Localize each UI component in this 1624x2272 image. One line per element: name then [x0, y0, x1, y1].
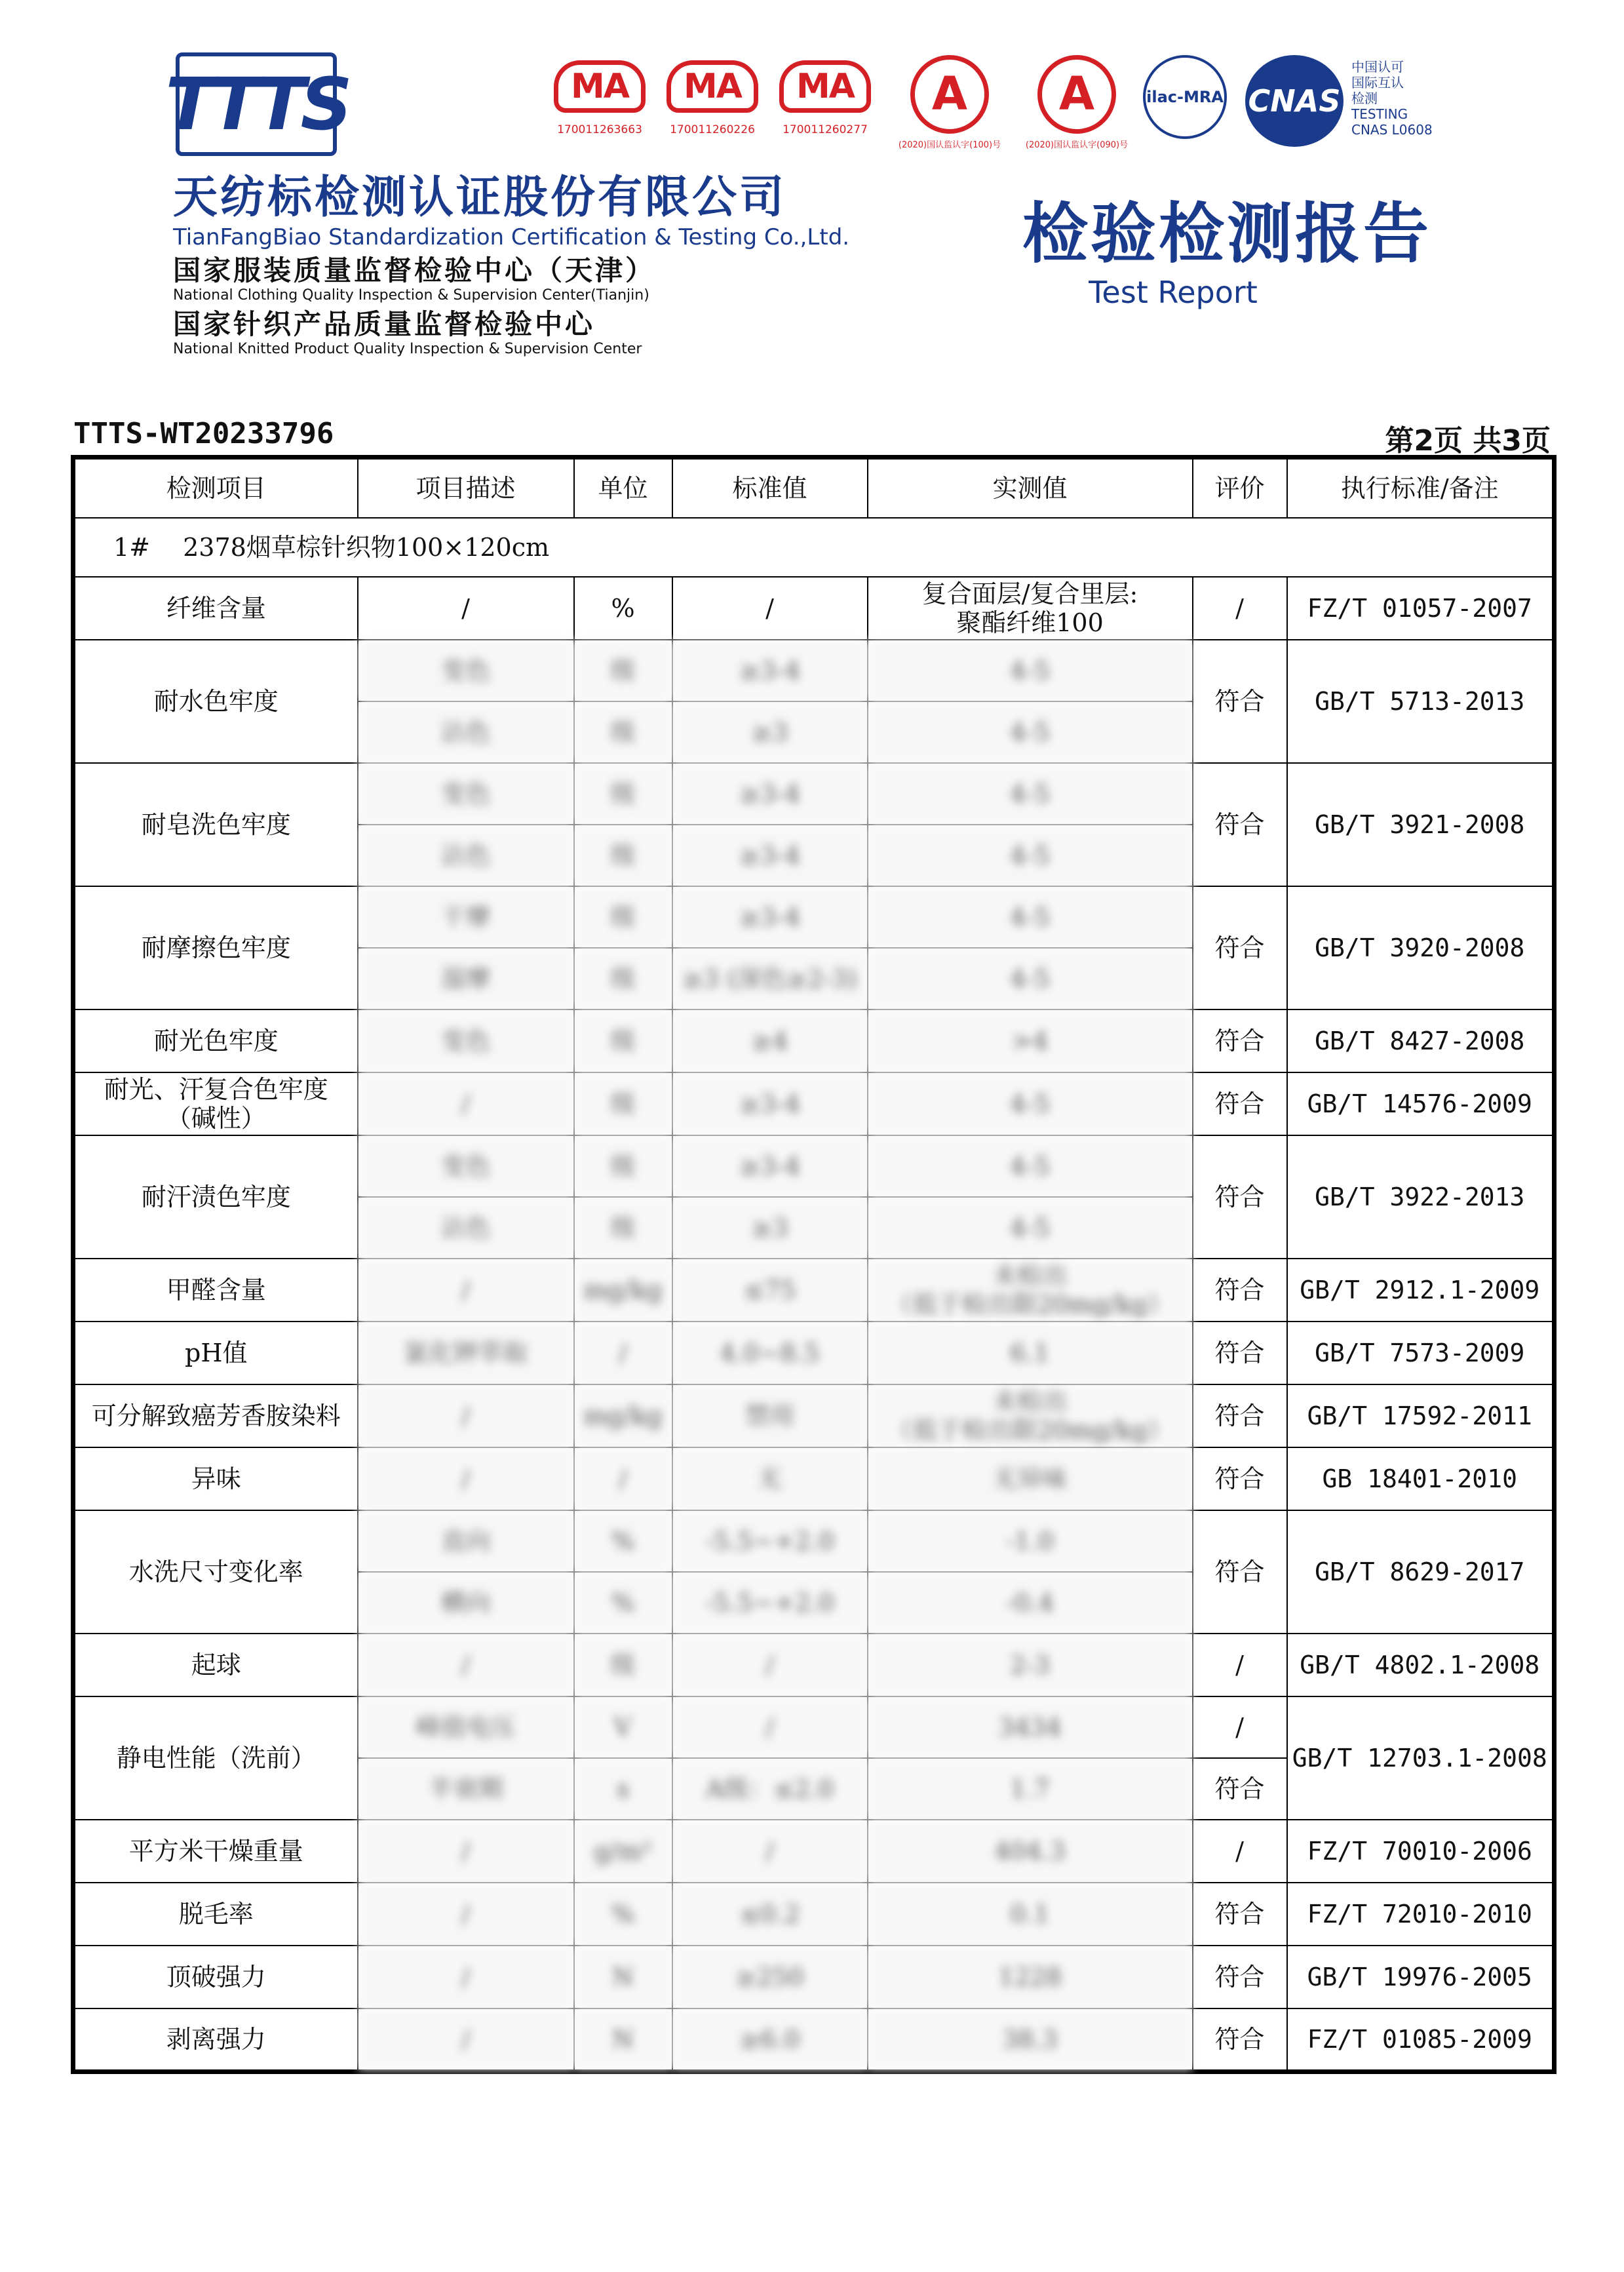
test-item: 静电性能（洗前）	[73, 1696, 358, 1820]
evaluation: 符合	[1193, 763, 1287, 886]
item-description: 半衰期	[358, 1758, 574, 1820]
cal-mark-2	[1021, 55, 1132, 150]
ttts-logo	[165, 52, 347, 156]
ilac-mra-logo: ilac-MRA	[1143, 55, 1227, 139]
unit: %	[574, 1572, 672, 1634]
measured-value: 1.7	[868, 1758, 1193, 1820]
execution-standard: GB/T 17592-2011	[1287, 1384, 1555, 1447]
center-clothing	[173, 254, 655, 304]
standard-value: ≤0.2	[672, 1883, 868, 1946]
standard-value: /	[672, 1696, 868, 1758]
evaluation: 符合	[1193, 1447, 1287, 1510]
measured-value: 复合面层/复合里层: 聚酯纤维100	[868, 577, 1193, 640]
evaluation: 符合	[1193, 1322, 1287, 1384]
measured-value: 未检出 （低于检出限20mg/kg）	[868, 1384, 1193, 1447]
evaluation: /	[1193, 577, 1287, 640]
standard-value: ≥3-4	[672, 825, 868, 886]
logo-text: TTTS	[165, 62, 347, 146]
cma-badge: MA	[667, 60, 758, 113]
table-row	[73, 1322, 1555, 1384]
table-row	[73, 577, 1555, 640]
unit: N	[574, 1946, 672, 2008]
measured-value: >4	[868, 1009, 1193, 1072]
test-item: 耐摩擦色牢度	[73, 886, 358, 1009]
table-row	[73, 1447, 1555, 1510]
standard-value: /	[672, 1634, 868, 1696]
page-info: 第2页 共3页	[1385, 424, 1551, 458]
execution-standard: GB/T 3920-2008	[1287, 886, 1555, 1009]
standard-value: /	[672, 1820, 868, 1883]
item-description: 峰值电压	[358, 1696, 574, 1758]
standard-value: ≥3	[672, 701, 868, 763]
item-description: /	[358, 1447, 574, 1510]
cma-mark-3	[776, 60, 874, 136]
company-name-cn: 天纺标检测认证股份有限公司	[173, 172, 787, 224]
evaluation: 符合	[1193, 1510, 1287, 1634]
measured-value: 4-5	[868, 1197, 1193, 1259]
measured-value: 6.1	[868, 1322, 1193, 1384]
item-description: 氯化钾萃取	[358, 1322, 574, 1384]
standard-value: -5.5~+2.0	[672, 1510, 868, 1572]
unit: %	[574, 577, 672, 640]
execution-standard: GB/T 2912.1-2009	[1287, 1259, 1555, 1322]
cal-badge: A	[1037, 55, 1116, 134]
item-description: 湿摩	[358, 948, 574, 1009]
execution-standard: GB/T 12703.1-2008	[1287, 1696, 1555, 1820]
measured-value: 4-5	[868, 825, 1193, 886]
item-description: /	[358, 1820, 574, 1883]
report-title-en: Test Report	[1089, 275, 1258, 310]
results-table	[71, 455, 1556, 2074]
test-item: 剥离强力	[73, 2008, 358, 2071]
unit: %	[574, 1883, 672, 1946]
company-name-en: TianFangBiao Standardization Certification & Testing Co.,Ltd.	[173, 224, 850, 250]
center-clothing-cn: 国家服装质量监督检验中心（天津）	[173, 254, 656, 286]
measured-value: 3434	[868, 1696, 1193, 1758]
table-row	[73, 1634, 1555, 1696]
item-description: /	[358, 1259, 574, 1322]
table-row	[73, 1009, 1555, 1072]
table-row	[73, 1384, 1555, 1447]
test-item: 耐水色牢度	[73, 640, 358, 763]
test-item: 异味	[73, 1447, 358, 1510]
measured-value: 2-3	[868, 1634, 1193, 1696]
unit: /	[574, 1322, 672, 1384]
measured-value: 4-5	[868, 763, 1193, 825]
cma-mark-2	[663, 60, 762, 136]
test-item: 平方米干燥重量	[73, 1820, 358, 1883]
test-item: 甲醛含量	[73, 1259, 358, 1322]
item-description: 沾色	[358, 701, 574, 763]
test-item: 可分解致癌芳香胺染料	[73, 1384, 358, 1447]
item-description: 沾色	[358, 825, 574, 886]
cma-number: 170011260226	[670, 123, 755, 136]
standard-value: A级：≤2.0	[672, 1758, 868, 1820]
cal-number: (2020)国认监认字(090)号	[1025, 140, 1129, 150]
execution-standard: FZ/T 72010-2010	[1287, 1883, 1555, 1946]
evaluation: 符合	[1193, 1883, 1287, 1946]
standard-value: ≥3-4	[672, 1072, 868, 1135]
evaluation: 符合	[1193, 1758, 1287, 1820]
sample-row	[73, 518, 1555, 577]
column-header: 执行标准/备注	[1287, 458, 1555, 519]
execution-standard: GB/T 7573-2009	[1287, 1322, 1555, 1384]
unit: 级	[574, 1135, 672, 1197]
test-item: 耐汗渍色牢度	[73, 1135, 358, 1259]
table-row	[73, 1946, 1555, 2008]
cal-badge: A	[910, 55, 989, 134]
standard-value: 无	[672, 1447, 868, 1510]
cma-badge: MA	[779, 60, 871, 113]
evaluation: 符合	[1193, 1946, 1287, 2008]
cal-number: (2020)国认监认字(100)号	[898, 140, 1001, 150]
unit: 级	[574, 825, 672, 886]
execution-standard: FZ/T 01057-2007	[1287, 577, 1555, 640]
item-description: 变色	[358, 640, 574, 701]
unit: /	[574, 1447, 672, 1510]
measured-value: 4-5	[868, 640, 1193, 701]
center-knitted-en: National Knitted Product Quality Inspection & Supervision Center	[173, 341, 642, 357]
test-item: 耐光色牢度	[73, 1009, 358, 1072]
standard-value: /	[672, 577, 868, 640]
unit: 级	[574, 1197, 672, 1259]
unit: N	[574, 2008, 672, 2071]
standard-value: -5.5~+2.0	[672, 1572, 868, 1634]
execution-standard: GB/T 8629-2017	[1287, 1510, 1555, 1634]
cal-mark-1	[894, 55, 1005, 150]
standard-value: ≥3 (深色≥2-3)	[672, 948, 868, 1009]
item-description: /	[358, 1883, 574, 1946]
table-row	[73, 1883, 1555, 1946]
report-number: TTTS-WT20233796	[73, 417, 334, 450]
test-item: 纤维含量	[73, 577, 358, 640]
table-row	[73, 886, 1555, 948]
results-table-body	[73, 458, 1555, 2072]
table-row	[73, 640, 1555, 701]
test-item: 脱毛率	[73, 1883, 358, 1946]
test-item: pH值	[73, 1322, 358, 1384]
item-description: 直向	[358, 1510, 574, 1572]
unit: 级	[574, 1634, 672, 1696]
column-header: 项目描述	[358, 458, 574, 519]
table-header-row	[73, 458, 1555, 519]
cma-number: 170011263663	[557, 123, 642, 136]
unit: 级	[574, 763, 672, 825]
evaluation: 符合	[1193, 640, 1287, 763]
report-title	[1022, 194, 1431, 312]
center-knitted-cn: 国家针织产品质量监督检验中心	[173, 308, 596, 340]
evaluation: 符合	[1193, 1072, 1287, 1135]
item-description: 干摩	[358, 886, 574, 948]
standard-value: 4.0~8.5	[672, 1322, 868, 1384]
test-item: 顶破强力	[73, 1946, 358, 2008]
measured-value: 4-5	[868, 701, 1193, 763]
item-description: /	[358, 1384, 574, 1447]
cma-number: 170011260277	[783, 123, 868, 136]
test-item: 水洗尺寸变化率	[73, 1510, 358, 1634]
measured-value: -0.4	[868, 1572, 1193, 1634]
table-row	[73, 1820, 1555, 1883]
measured-value: 无异味	[868, 1447, 1193, 1510]
item-description: 变色	[358, 1009, 574, 1072]
evaluation: /	[1193, 1820, 1287, 1883]
execution-standard: GB/T 8427-2008	[1287, 1009, 1555, 1072]
table-row	[73, 1696, 1555, 1758]
cnas-text: 中国认可 国际互认 检测 TESTING CNAS L0608	[1351, 59, 1433, 138]
execution-standard: FZ/T 01085-2009	[1287, 2008, 1555, 2071]
column-header: 标准值	[672, 458, 868, 519]
standard-value: ≥3-4	[672, 1135, 868, 1197]
unit: 级	[574, 701, 672, 763]
execution-standard: GB 18401-2010	[1287, 1447, 1555, 1510]
execution-standard: GB/T 14576-2009	[1287, 1072, 1555, 1135]
test-item: 起球	[73, 1634, 358, 1696]
item-description: /	[358, 1946, 574, 2008]
measured-value: 0.1	[868, 1883, 1193, 1946]
standard-value: ≥250	[672, 1946, 868, 2008]
table-row	[73, 1135, 1555, 1197]
sample-description: 1# 2378烟草棕针织物100×120cm	[73, 518, 1555, 577]
measured-value: 4-5	[868, 1072, 1193, 1135]
unit: %	[574, 1510, 672, 1572]
measured-value: 4-5	[868, 1135, 1193, 1197]
column-header: 实测值	[868, 458, 1193, 519]
standard-value: ≥3	[672, 1197, 868, 1259]
evaluation: /	[1193, 1634, 1287, 1696]
execution-standard: GB/T 19976-2005	[1287, 1946, 1555, 2008]
standard-value: ≥3-4	[672, 886, 868, 948]
evaluation: 符合	[1193, 1384, 1287, 1447]
measured-value: 1228	[868, 1946, 1193, 2008]
item-description: 变色	[358, 1135, 574, 1197]
item-description: /	[358, 1072, 574, 1135]
standard-value: ≥4	[672, 1009, 868, 1072]
unit: g/m²	[574, 1820, 672, 1883]
item-description: /	[358, 1634, 574, 1696]
measured-value: -1.0	[868, 1510, 1193, 1572]
execution-standard: GB/T 3921-2008	[1287, 763, 1555, 886]
cma-mark-1	[551, 60, 649, 136]
column-header: 检测项目	[73, 458, 358, 519]
item-description: 沾色	[358, 1197, 574, 1259]
unit: mg/kg	[574, 1259, 672, 1322]
unit: 级	[574, 640, 672, 701]
unit: V	[574, 1696, 672, 1758]
table-row	[73, 1072, 1555, 1135]
report-title-cn: 检验检测报告	[1022, 195, 1431, 272]
column-header: 单位	[574, 458, 672, 519]
table-row	[73, 763, 1555, 825]
table-row	[73, 1510, 1555, 1572]
standard-value: ≤75	[672, 1259, 868, 1322]
unit: 级	[574, 1009, 672, 1072]
cma-badge: MA	[554, 60, 646, 113]
unit: 级	[574, 948, 672, 1009]
unit: 级	[574, 886, 672, 948]
evaluation: 符合	[1193, 886, 1287, 1009]
cnas-logo: CNAS	[1245, 55, 1344, 147]
unit: mg/kg	[574, 1384, 672, 1447]
execution-standard: FZ/T 70010-2006	[1287, 1820, 1555, 1883]
item-description: /	[358, 577, 574, 640]
measured-value: 未检出 （低于检出限20mg/kg）	[868, 1259, 1193, 1322]
execution-standard: GB/T 3922-2013	[1287, 1135, 1555, 1259]
execution-standard: GB/T 4802.1-2008	[1287, 1634, 1555, 1696]
table-row	[73, 2008, 1555, 2071]
standard-value: 禁用	[672, 1384, 868, 1447]
test-item: 耐光、汗复合色牢度 （碱性）	[73, 1072, 358, 1135]
evaluation: 符合	[1193, 1009, 1287, 1072]
standard-value: ≥3-4	[672, 763, 868, 825]
item-description: 横向	[358, 1572, 574, 1634]
measured-value: 38.3	[868, 2008, 1193, 2071]
standard-value: ≥6.0	[672, 2008, 868, 2071]
standard-value: ≥3-4	[672, 640, 868, 701]
evaluation: 符合	[1193, 1259, 1287, 1322]
execution-standard: GB/T 5713-2013	[1287, 640, 1555, 763]
center-clothing-en: National Clothing Quality Inspection & Supervision Center(Tianjin)	[173, 287, 649, 304]
evaluation: /	[1193, 1696, 1287, 1758]
unit: 级	[574, 1072, 672, 1135]
measured-value: 4-5	[868, 886, 1193, 948]
item-description: 变色	[358, 763, 574, 825]
column-header: 评价	[1193, 458, 1287, 519]
table-row	[73, 1259, 1555, 1322]
center-knitted	[173, 308, 642, 358]
item-description: /	[358, 2008, 574, 2071]
measured-value: 404.3	[868, 1820, 1193, 1883]
evaluation: 符合	[1193, 1135, 1287, 1259]
company-block	[173, 172, 849, 250]
evaluation: 符合	[1193, 2008, 1287, 2071]
measured-value: 4-5	[868, 948, 1193, 1009]
unit: s	[574, 1758, 672, 1820]
test-item: 耐皂洗色牢度	[73, 763, 358, 886]
